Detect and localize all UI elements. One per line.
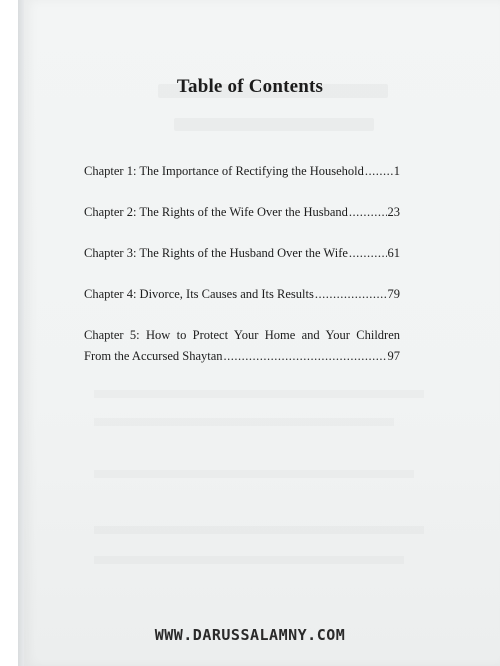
toc-entry-label-continued: From the Accursed Shaytan — [84, 349, 223, 363]
toc-page-number: 23 — [387, 205, 400, 219]
toc-page-number: 79 — [387, 287, 400, 301]
dot-leader — [315, 286, 387, 303]
toc-entry — [84, 286, 400, 303]
page-title: Table of Contents — [176, 76, 324, 97]
show-through-text — [94, 556, 404, 564]
toc-page-number: 1 — [393, 164, 400, 178]
toc-entry — [84, 245, 400, 262]
website-watermark: WWW.DARUSSALAMNY.COM — [154, 626, 346, 644]
toc-page-number: 97 — [387, 349, 400, 363]
toc-entry-label: Chapter 1: The Importance of Rectifying the Household — [84, 164, 364, 178]
show-through-text — [94, 418, 394, 426]
dot-leader — [349, 204, 387, 221]
toc-entry — [84, 204, 400, 221]
show-through-text — [174, 118, 374, 131]
show-through-text — [94, 470, 414, 478]
toc-entry-label: Chapter 3: The Rights of the Husband Over the Wife — [84, 246, 348, 260]
toc-entry — [84, 163, 400, 180]
table-of-contents — [84, 163, 400, 365]
toc-page-number: 61 — [387, 246, 400, 260]
show-through-text — [94, 390, 424, 398]
toc-entry-label: Chapter 5: How to Protect Your Home and Your Children — [84, 328, 400, 342]
toc-entry — [84, 327, 400, 365]
toc-entry-label: Chapter 2: The Rights of the Wife Over the Husband — [84, 205, 348, 219]
dot-leader — [224, 348, 387, 365]
toc-entry-label: Chapter 4: Divorce, Its Causes and Its Results — [84, 287, 314, 301]
show-through-text — [94, 526, 424, 534]
dot-leader — [365, 163, 393, 180]
toc-entry-line2 — [84, 348, 400, 365]
dot-leader — [349, 245, 387, 262]
